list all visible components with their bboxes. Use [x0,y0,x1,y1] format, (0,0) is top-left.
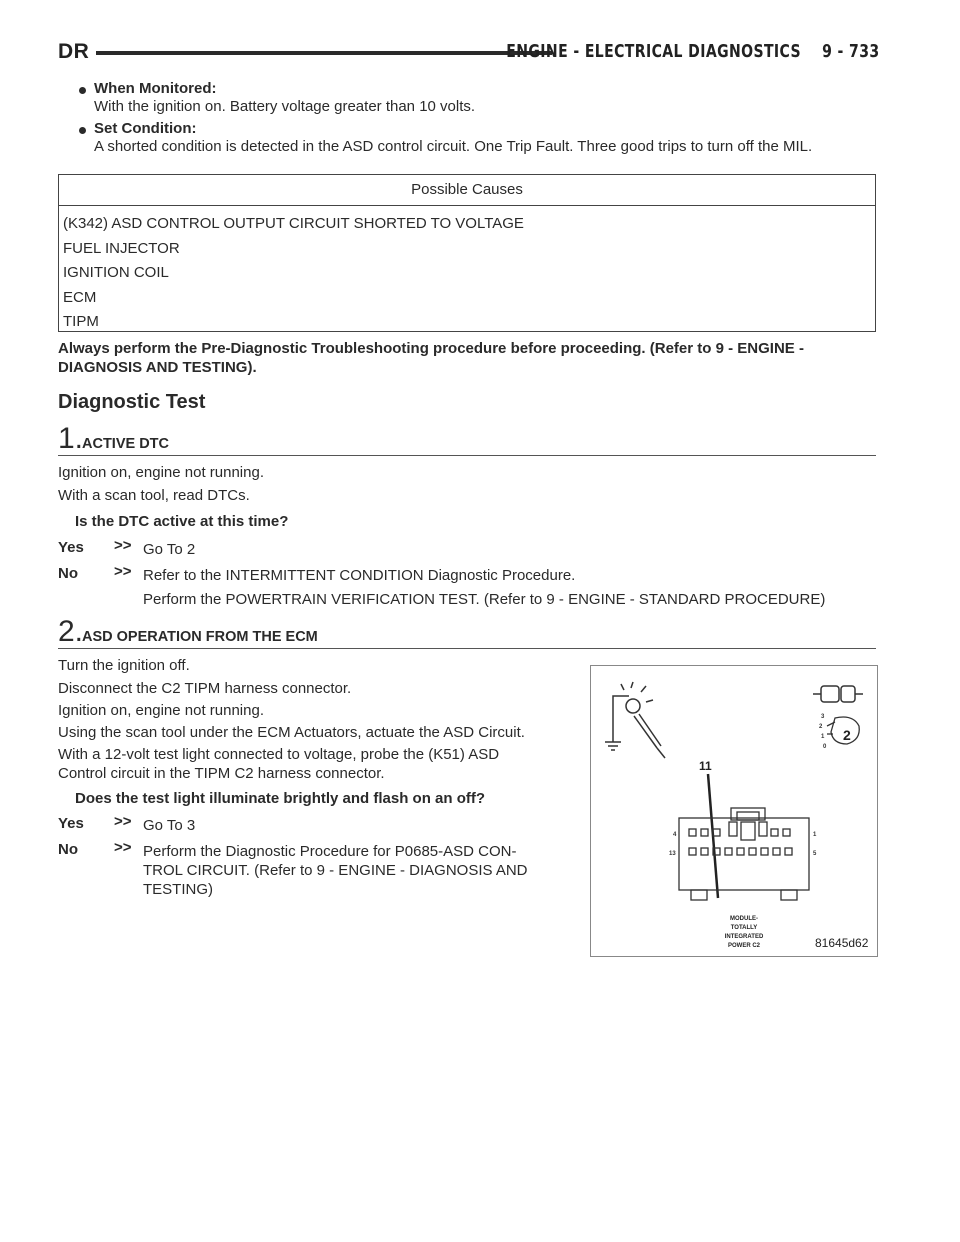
pin-13-label: 13 [669,851,676,857]
module-label: MODULE- [730,916,758,922]
step-2-no-label: No [58,841,78,858]
dial-2-label: 2 [819,724,823,730]
step-2-line: Ignition on, engine not running. [58,702,264,719]
step-1-no-text: Perform the POWERTRAIN VERIFICATION TEST. (Refer to 9 - ENGINE - STANDARD PROCEDURE) [143,591,826,608]
step-2-number: 2. [58,615,84,648]
step-2-line: Control circuit in the TIPM C2 harness connector. [58,765,385,782]
step-1-no-label: No [58,565,78,582]
step-2-yes-label: Yes [58,815,84,832]
step-2-no-text: TESTING) [143,881,213,898]
harness-connector-icon [679,808,809,900]
connector-figure [590,665,878,957]
cause-item: TIPM [63,313,99,330]
monitored-text: With the ignition on. Battery voltage greater than 10 volts. [94,98,476,115]
step-1-yes-arrow: >> [114,537,132,554]
test-light-icon [605,682,665,758]
bullet-set-condition [79,127,86,134]
step-1-line: With a scan tool, read DTCs. [58,487,250,504]
step-2-no-text: TROL CIRCUIT. (Refer to 9 - ENGINE - DIAGNOSIS AND [143,862,528,879]
step-2-title: ASD OPERATION FROM THE ECM [82,629,318,645]
dial-3-label: 3 [821,714,825,720]
cause-item: IGNITION COIL [63,264,169,281]
step-1-yes-text: Go To 2 [143,541,196,558]
module-label: INTEGRATED [724,934,764,940]
pin-callout-label: 11 [699,759,712,773]
cause-item: (K342) ASD CONTROL OUTPUT CIRCUIT SHORTED TO VOLTAGE [63,215,524,232]
step-2-yes-text: Go To 3 [143,817,196,834]
module-label: POWER C2 [727,943,761,949]
pin-1-label: 1 [813,832,817,838]
module-label: TOTALLY [730,925,758,931]
step-1-title: ACTIVE DTC [82,436,169,452]
header-model: DR [58,40,90,63]
diagnostic-test-title: Diagnostic Test [58,391,206,413]
notice-line-1: Always perform the Pre-Diagnostic Troubleshooting procedure before proceeding. (Refer to 9 - ENGINE - [58,340,804,357]
header-rule [96,51,552,55]
step-2-line: Turn the ignition off. [58,657,190,674]
possible-causes-heading: Possible Causes [59,175,875,206]
step-1-rule [58,455,876,456]
notice-line-2: DIAGNOSIS AND TESTING). [58,359,257,376]
step-2-question: Does the test light illuminate brightly and flash on an off? [75,790,486,807]
header-section: ENGINE - ELECTRICAL DIAGNOSTICS 9 - 733 [506,41,880,62]
step-1-yes-label: Yes [58,539,84,556]
dial-0-label: 0 [823,744,827,750]
step-2-no-text: Perform the Diagnostic Procedure for P0685-ASD CON- [143,843,517,860]
monitored-label: When Monitored: [94,80,217,97]
step-1-number: 1. [58,422,84,455]
connector-icon [813,686,863,702]
cause-item: ECM [63,289,97,306]
dial-1-label: 1 [821,734,825,740]
cause-item: FUEL INJECTOR [63,240,180,257]
step-1-no-text: Refer to the INTERMITTENT CONDITION Diagnostic Procedure. [143,567,576,584]
set-condition-text: A shorted condition is detected in the ASD control circuit. One Trip Fault. Three good trips to turn off the MIL. [94,138,813,155]
step-1-question: Is the DTC active at this time? [75,513,289,530]
step-1-line: Ignition on, engine not running. [58,464,264,481]
pin-4-label: 4 [673,832,677,838]
step-2-line: Disconnect the C2 TIPM harness connector. [58,680,352,697]
step-2-yes-arrow: >> [114,813,132,830]
possible-causes-table [58,174,876,332]
step-2-line: Using the scan tool under the ECM Actuators, actuate the ASD Circuit. [58,724,525,741]
page-header [58,40,880,64]
step-2-line: With a 12-volt test light connected to voltage, probe the (K51) ASD [58,746,500,763]
connector-diagram [591,666,877,956]
set-condition-label: Set Condition: [94,120,197,137]
bullet-monitored [79,87,86,94]
connector-id-label: 2 [843,727,851,743]
step-1-no-arrow: >> [114,563,132,580]
step-2-rule [58,648,876,649]
step-2-no-arrow: >> [114,839,132,856]
pin-5-label: 5 [813,851,817,857]
figure-id: 81645d62 [815,936,869,950]
